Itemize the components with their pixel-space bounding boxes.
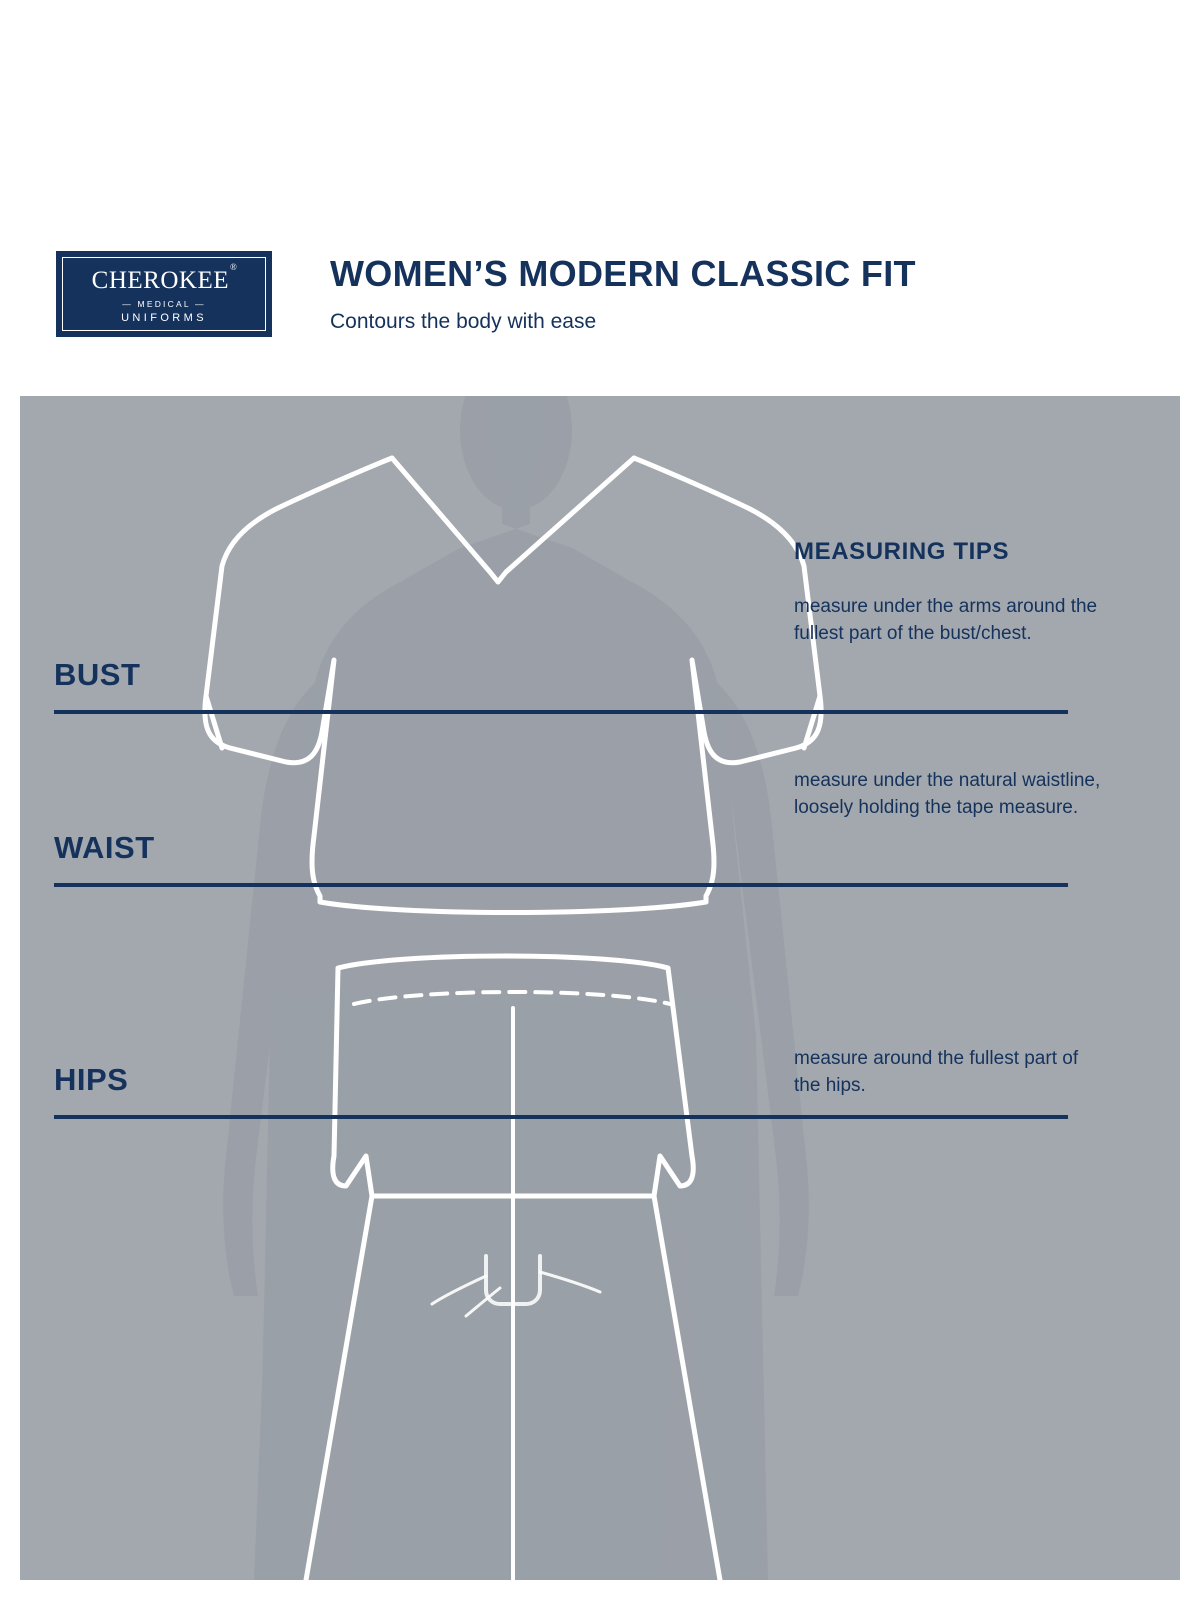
title-block xyxy=(330,254,916,334)
size-chart-diagram-panel xyxy=(20,396,1180,1580)
waist-measure-line xyxy=(54,883,1068,887)
bust-label: BUST xyxy=(54,657,141,692)
logo-brand-text: CHEROKEE xyxy=(91,266,229,294)
bust-tip-text: measure under the arms around the fullest part of the bust/chest. xyxy=(794,596,1098,644)
logo-medical-line: — MEDICAL — xyxy=(122,298,206,309)
header xyxy=(0,0,1200,400)
measuring-tips-heading: MEASURING TIPS xyxy=(794,538,1010,565)
logo-inner-frame xyxy=(62,257,266,331)
body-figure-illustration xyxy=(20,396,1180,1580)
registered-mark-icon: ® xyxy=(229,262,238,273)
cherokee-logo xyxy=(56,251,272,337)
page-title: WOMEN’S MODERN CLASSIC FIT xyxy=(330,253,916,294)
logo-brand-name xyxy=(91,262,238,295)
waist-tip-text: measure under the natural waistline, loosely holding the tape measure. xyxy=(794,770,1101,818)
logo-uniforms-line: UNIFORMS xyxy=(121,311,207,324)
waist-label: WAIST xyxy=(54,830,155,865)
page-subtitle: Contours the body with ease xyxy=(330,309,597,333)
hips-measure-line xyxy=(54,1115,1068,1119)
hips-label: HIPS xyxy=(54,1062,129,1097)
hips-tip-text: measure around the fullest part of the hips. xyxy=(794,1048,1079,1096)
bust-measure-line xyxy=(54,710,1068,714)
body-silhouette xyxy=(223,396,809,1580)
